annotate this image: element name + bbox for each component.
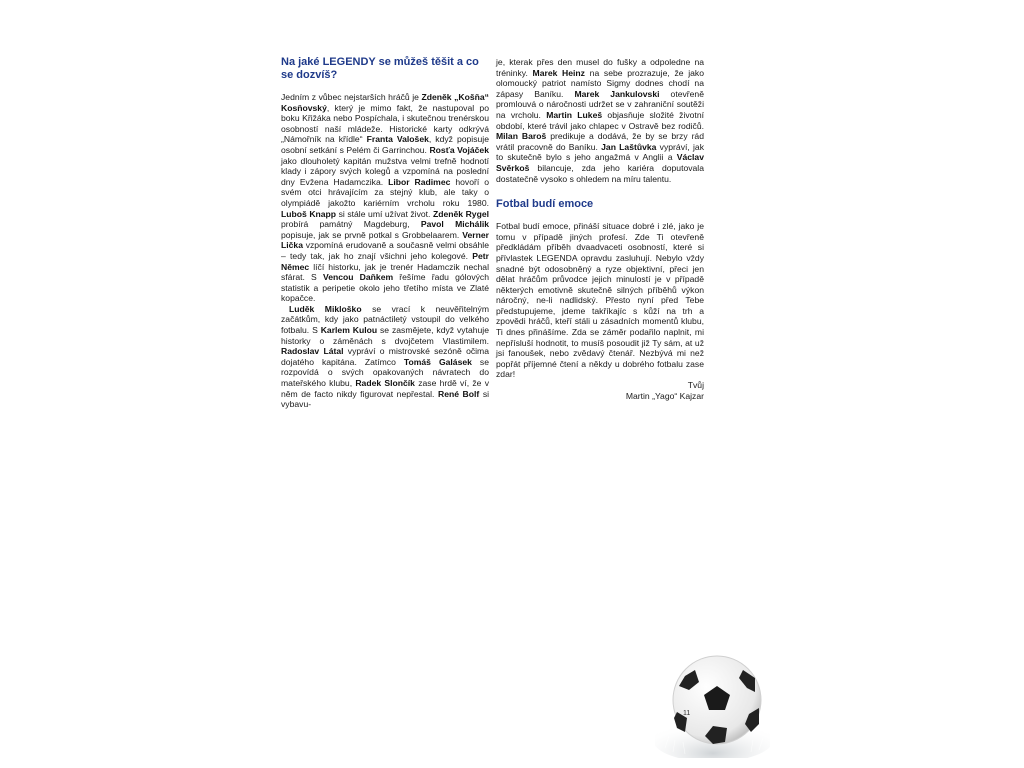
player-name: Vencou Daňkem (322, 272, 394, 283)
player-name: Zdeněk Rygel (432, 208, 489, 219)
player-name: Luboš Knapp (281, 208, 337, 219)
player-name: Zdeněk „Košňa“ Kosňovský (281, 92, 489, 113)
player-name: Tomáš Galásek (403, 356, 472, 367)
player-name: Verner Lička (281, 229, 489, 251)
player-name: Radoslav Látal (281, 346, 344, 357)
signature-author: Martin „Yago“ Kajzar (625, 390, 704, 401)
section-heading-emotions: Fotbal budí emoce (496, 198, 594, 211)
page-number: 11 (683, 710, 691, 717)
player-name: Pavol Michálik (420, 219, 490, 230)
player-name: Franta Valošek (366, 134, 429, 145)
player-name: Karlem Kulou (320, 325, 378, 336)
section-heading-legends: Na jaké LEGENDY se můžeš těšit a co se dozvíš? (281, 56, 479, 81)
player-name: Radek Slončík (355, 378, 415, 389)
paragraph-1: Jedním z vůbec nejstarších hráčů je Zdeněk „Košňa“ Kosňovský, který je mimo fakt, že nastupoval po boku Křižáka nebo Pospíchala, i skutečnou trenérskou osobností naší mládeže. Historické karty odkrývá „Námořník na křídle“ Franta Valošek, když popisuje osobní setkání s Pelém či Garrinchou. Rosťa Vojáček jako dlouholetý kapitán mužstva velmi trefně hodnotí klady i zápory svých kolegů a vzpomíná na poslední dny Evžena Hadamczika. Libor Radimec hovoří o svém otci hrávajícím za stejný klub, ale taky o olympiádě jakožto kariérním vrcholu roku 1980. Luboš Knapp si stále umí užívat život. Zdeněk Rygel probírá památný Magdeburg, Pavol Michálik popisuje, jak se prvně potkal s Grobbelaarem. Verner Lička vzpomíná erudovaně a současně velmi obsáhle – tedy tak, jak ho znají všichni jeho kolegové. Petr Němec líčí historku, jak je trenér Hadamczik nechal sfárat. S Vencou Daňkem řešíme řadu gólových statistik a peripetie okolo jeho třetího místa ve Zlaté kopačce. (281, 92, 490, 304)
player-name: Marek Heinz (532, 67, 585, 78)
player-name: Petr Němec (281, 250, 489, 272)
paragraph-2-part-1: Luděk Mikloško se vrací k neuvěřitelným začátkům, kdy jako patnáctiletý vstoupil do velkého fotbalu. S Karlem Kulou se zasmějete, když vytahuje historky o záměnách s dvojčetem Vlastimilem. Radoslav Látal vypráví o mistrovské sezóně očima dojatého kapitána. Zatímco Tomáš Galásek se rozpovídá o svých opakovaných návratech do mateřského klubu, Radek Slončík zase hrdě ví, že v něm de facto nikdy figurovat nepřestal. René Bolf si vybavu- (281, 303, 490, 410)
player-name: Rosťa Vojáček (429, 144, 489, 155)
paragraph-2-part-2: je, kterak přes den musel do fušky a odpoledne na tréninky. Marek Heinz na sebe prozrazuje, že jako olomoucký patriot namísto Sigmy dodnes chodí na zápasy Baníku. Marek Jankulovski otevřeně promlouvá o náročnosti udržet se v zahraniční soutěži na vrcholu. Martin Lukeš objasňuje složité životní období, které trávil jako chlapec v Ostravě bez rodičů. Milan Baroš predikuje a dodává, že by se brzy rád vrátil pracovně do Baníku. Jan Laštůvka vypráví, jak to skutečně bylo s jeho angažmá v Anglii a Václav Svěrkoš bilancuje, zda jeho kariéra doputovala dostatečně vysoko s ohledem na míru talentu. (496, 57, 704, 184)
signature-line-1: Tvůj (687, 380, 704, 391)
player-name: Libor Radimec (388, 176, 451, 187)
paragraph-3: Fotbal budí emoce, přináší situace dobré i zlé, jako je tomu v případě jiných profesí. Zde Ti otevřeně předkládám příběh dvaadvaceti osobností, které si přívlastek LEGENDA opravdu zasluhují. Nebylo vždy snadné být odosobněný a ryze objektivní, přeci jen dělat hráčům průvodce jejich minulostí je v případě některých emotivně skutečně silných příběhů výkon náročný, ne-li nadlidský. Přesto nyní před Tebe předstupujeme, jdeme takříkajíc s kůží na trh a zpovědi hráčů, kteří stáli u zásadních momentů klubu, Ti dnes přinášíme. Zda se záměr podařilo naplnit, mi nepřísluší hodnotit, to musíš posoudit již Ty sám, at už jsi fanoušek, nebo zvědavý čtenář. Nezbývá mi než popřát příjemné čtení a někdy u dobrého fotbalu zase zdar! (496, 221, 704, 380)
football-image (655, 648, 770, 758)
player-name: René Bolf (437, 388, 480, 399)
player-name: Luděk Mikloško (289, 303, 362, 314)
right-column (496, 57, 704, 401)
player-name: Milan Baroš (496, 131, 547, 142)
left-column (281, 56, 489, 410)
player-name: Marek Jankulovski (574, 88, 660, 99)
player-name: Václav Svěrkoš (496, 152, 704, 173)
player-name: Jan Laštůvka (601, 141, 657, 152)
player-name: Martin Lukeš (546, 109, 603, 120)
